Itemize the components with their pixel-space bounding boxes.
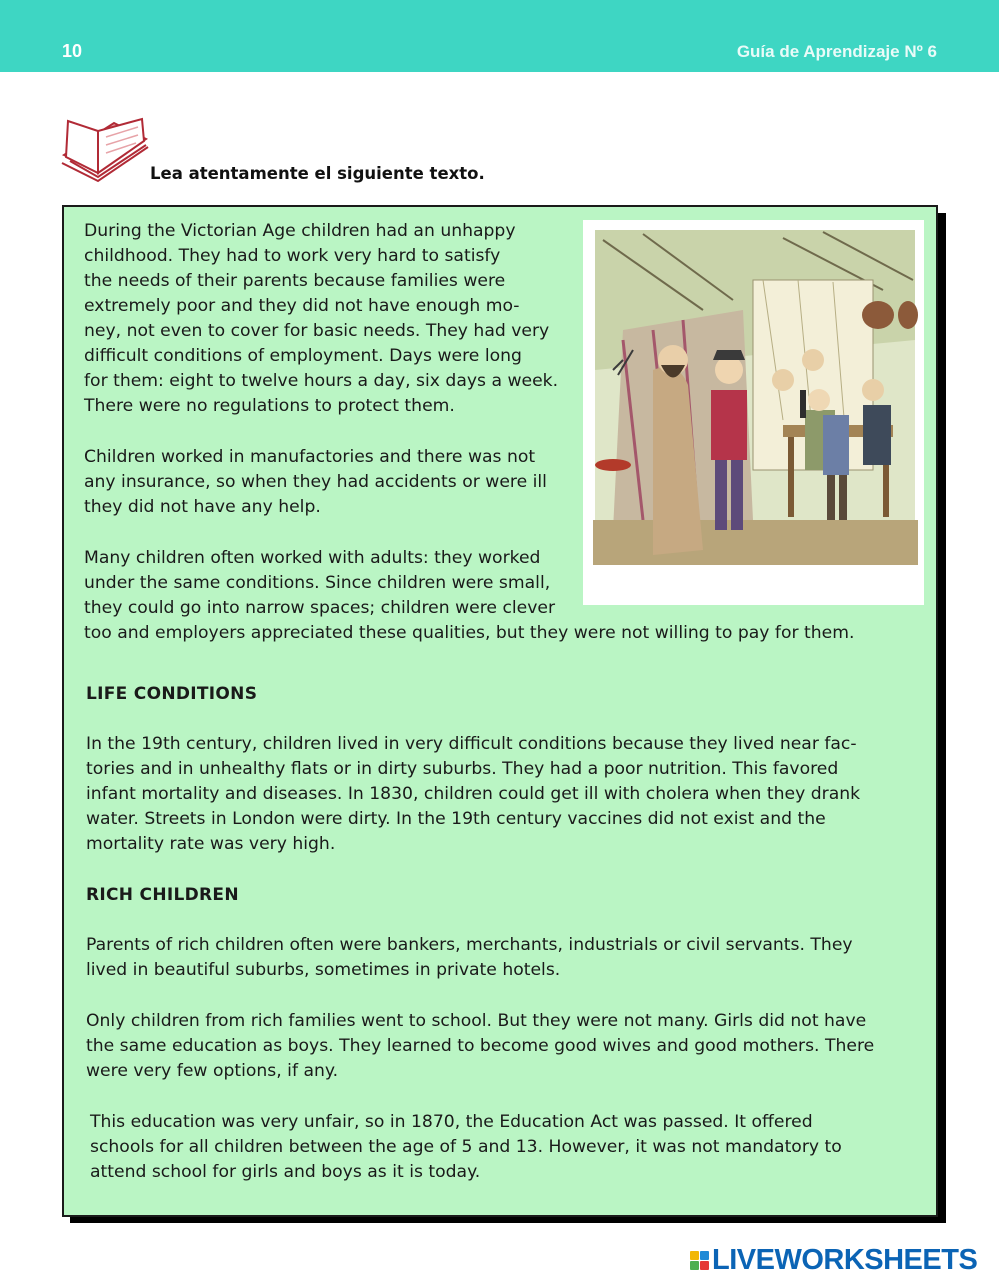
text-line: Parents of rich children often were bankers, merchants, industrials or civil servants. They <box>86 935 853 955</box>
text-line: under the same conditions. Since children were small, <box>84 573 551 593</box>
paragraph-school <box>86 1009 920 1084</box>
header-bar <box>0 0 999 72</box>
text-line: tories and in unhealthy flats or in dirty suburbs. They had a poor nutrition. This favored <box>86 759 839 779</box>
text-line: Many children often worked with adults: they worked <box>84 548 541 568</box>
text-line: the needs of their parents because families were <box>84 271 506 291</box>
text-line: they did not have any help. <box>84 497 321 517</box>
text-line: too and employers appreciated these qualities, but they were not willing to pay for them. <box>84 623 855 643</box>
victorian-illustration <box>583 220 924 605</box>
text-line: were very few options, if any. <box>86 1061 339 1081</box>
text-line: schools for all children between the age of 5 and 13. However, it was not mandatory to <box>90 1137 842 1157</box>
text-line: the same education as boys. They learned to become good wives and good mothers. There <box>86 1036 875 1056</box>
page-number: 10 <box>62 41 83 61</box>
paragraph-victorian-childhood <box>84 219 575 419</box>
text-line: attend school for girls and boys as it is today. <box>90 1162 481 1182</box>
guide-title: Guía de Aprendizaje Nº 6 <box>736 42 937 61</box>
liveworksheets-logo-icon <box>690 1251 709 1270</box>
text-line: extremely poor and they did not have enough mo- <box>84 296 520 316</box>
heading-life-conditions: LIFE CONDITIONS <box>86 684 258 704</box>
text-line: ney, not even to cover for basic needs. They had very <box>84 321 550 341</box>
text-line: Only children from rich families went to school. But they were not many. Girls did not have <box>86 1011 867 1031</box>
heading-rich-children: RICH CHILDREN <box>86 885 239 905</box>
paragraph-rich-parents <box>86 933 920 983</box>
text-line: mortality rate was very high. <box>86 834 336 854</box>
logo-text: LIVEWORKSHEETS <box>712 1243 978 1276</box>
text-line: infant mortality and diseases. In 1830, children could get ill with cholera when they drank <box>86 784 861 804</box>
paragraph-life-conditions <box>86 732 920 857</box>
paragraph-education-act <box>90 1110 920 1185</box>
text-line: lived in beautiful suburbs, sometimes in private hotels. <box>86 960 561 980</box>
paragraph-work-with-adults <box>84 546 575 621</box>
open-book-icon <box>58 117 150 185</box>
text-line: any insurance, so when they had accidents or were ill <box>84 472 547 492</box>
paragraph-work-with-adults-end <box>84 621 924 646</box>
text-line: In the 19th century, children lived in very difficult conditions because they lived near fac- <box>86 734 857 754</box>
text-line: There were no regulations to protect them. <box>84 396 455 416</box>
liveworksheets-logo <box>690 1242 977 1278</box>
paragraph-manufactories <box>84 445 575 520</box>
text-line: Children worked in manufactories and there was not <box>84 447 536 467</box>
text-line: difficult conditions of employment. Days were long <box>84 346 522 366</box>
text-line: for them: eight to twelve hours a day, six days a week. <box>84 371 559 391</box>
text-line: During the Victorian Age children had an unhappy <box>84 221 516 241</box>
text-line: This education was very unfair, so in 1870, the Education Act was passed. It offered <box>90 1112 813 1132</box>
reading-instruction: Lea atentamente el siguiente texto. <box>150 164 485 183</box>
text-line: they could go into narrow spaces; children were clever <box>84 598 556 618</box>
text-line: childhood. They had to work very hard to satisfy <box>84 246 501 266</box>
text-line: water. Streets in London were dirty. In the 19th century vaccines did not exist and the <box>86 809 826 829</box>
